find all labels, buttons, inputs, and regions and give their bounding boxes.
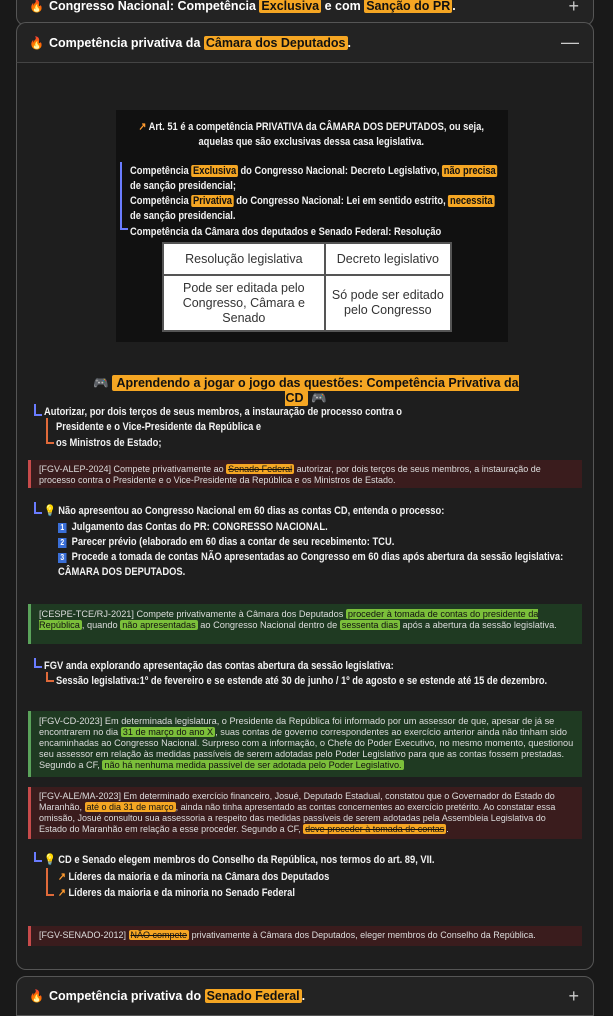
fgv-line: Sessão legislativa:1º de fevereiro e se estende até 30 de junho / 1º de agosto e se estende até 15 de dezembro. xyxy=(56,675,548,687)
tree-connector xyxy=(46,418,54,444)
lightbulb-icon: 💡 xyxy=(44,505,56,517)
section-title: Competência privativa da Câmara dos Deputados . xyxy=(48,35,351,50)
arrow-icon: ↗ xyxy=(58,887,66,899)
auth-line: Autorizar, por dois terços de seus membros, a instauração de processo contra o xyxy=(44,406,403,418)
fire-icon: 🔥 xyxy=(29,0,44,13)
section-senado-federal[interactable] xyxy=(16,976,594,1016)
art-51-text: ↗ Art. 51 é a competência PRIVATIVA da CÂMARA DOS DEPUTADOS, ou seja, aquelas que são exclusivas dessa casa legislativa. xyxy=(138,121,484,148)
tree-connector xyxy=(120,162,128,230)
question-card: [CESPE-TCE/RJ-2021] Compete privativamente à Câmara dos Deputados proceder à tomada de contas do presidente da República , quando não apresentadas ao Congresso Nacional dentro de sessenta dias após a abertura da sessão legislativa. xyxy=(28,604,582,644)
summary-line-resolucao: Competência da Câmara dos deputados e Senado Federal: Resolução xyxy=(130,226,442,238)
collapse-icon[interactable]: — xyxy=(561,32,579,52)
fgv-line: FGV anda explorando apresentação das contas abertura da sessão legislativa: xyxy=(44,660,394,672)
tree-connector xyxy=(34,658,42,668)
lightbulb-icon: 💡 xyxy=(44,854,56,866)
section-title: Congresso Nacional: Competência Exclusiva e com Sanção do PR . xyxy=(48,0,456,13)
fire-icon: 🔥 xyxy=(29,989,44,1003)
tree-connector xyxy=(34,404,42,416)
table-header: Decreto legislativo xyxy=(325,243,451,275)
section-camara-deputados[interactable] xyxy=(16,22,594,62)
tree-connector xyxy=(46,672,54,682)
contas-head: 💡 Não apresentou ao Congresso Nacional em 60 dias as contas CD, entenda o processo: xyxy=(44,505,445,517)
tree-connector xyxy=(34,502,42,514)
gamepad-icon: 🎮 xyxy=(310,391,327,405)
section-title: Competência privativa do Senado Federal . xyxy=(48,989,306,1003)
question-card: [FGV-ALE/MA-2023] Em determinado exercício financeiro, Josué, Deputado Estadual, constatou que o Governador do Estado do Maranhão, até o dia 31 de março , ainda não tinha apresentado as contas concernentes ao exercício pretérito. Ao constatar essa omissão, Josué consultou sua assessoria a respeito das medidas passíveis de serem adotadas pela Assembleia Legislativa do Estado do Maranhão em relação a esse proceder. Segundo a CF, deve proceder à tomada de contas . xyxy=(28,787,582,839)
arrow-icon: ↗ xyxy=(58,871,66,883)
game-title: 🎮 Aprendendo a jogar o jogo das questões: Competência Privativa da CD 🎮 xyxy=(93,376,519,405)
question-card: [FGV-ALEP-2024] Compete privativamente ao Senado Federal autorizar, por dois terços de seus membros, a instauração de processo contra o Presidente e o Vice-Presidente da República e os Ministros de Estado. xyxy=(28,460,582,488)
expand-icon[interactable]: + xyxy=(568,0,579,16)
conselho-head: 💡 CD e Senado elegem membros do Conselho da República, nos termos do art. 89, VII. xyxy=(44,854,435,866)
summary-line-exclusiva: Competência Exclusiva do Congresso Nacional: Decreto Legislativo, não precisa de sanção presidencial; xyxy=(130,165,496,192)
conselho-item: ↗ Líderes da maioria e da minoria no Senado Federal xyxy=(58,887,295,899)
table-cell: Só pode ser editado pelo Congresso xyxy=(325,275,451,331)
tree-connector xyxy=(34,852,42,862)
comparison-table xyxy=(162,242,452,332)
table-cell: Pode ser editada pelo Congresso, Câmara e Senado xyxy=(163,275,325,331)
summary-line-privativa: Competência Privativa do Congresso Nacional: Lei em sentido estrito, necessita de sanção presidencial. xyxy=(130,195,493,222)
contas-item: 2 Parecer prévio (elaborado em 60 dias a contar de seu recebimento: TCU. xyxy=(58,535,500,550)
fire-icon: 🔥 xyxy=(29,35,44,50)
table-header: Resolução legislativa xyxy=(163,243,325,275)
contas-item: 3 Procede a tomada de contas NÃO apresentadas ao Congresso em 60 dias após abertura da sessão legislativa: CÂMARA DOS DEPUTADOS. xyxy=(58,551,564,578)
gamepad-icon: 🎮 xyxy=(93,376,109,390)
expand-icon[interactable]: + xyxy=(568,985,579,1006)
conselho-item: ↗ Líderes da maioria e da minoria na Câmara dos Deputados xyxy=(58,871,330,883)
question-card: [FGV-CD-2023] Em determinada legislatura, o Presidente da República foi informado por um assessor de que, apesar de já se encontrarem no dia 31 de março do ano X , suas contas de governo correspondentes ao exercício anterior ainda não tinham sido encaminhadas ao Congresso Nacional. Surpreso com a informação, o Chefe do Poder Executivo, no mesmo momento, questionou seu assessor em relação às medidas passíveis de serem adotadas pelo Poder Legislativo para que as contas fossem prestadas. Segundo a CF, não há nenhuma medida passível de ser adotada pelo Poder Legislativo. xyxy=(28,711,582,777)
auth-line: Presidente e o Vice-Presidente da República e xyxy=(56,421,262,433)
question-card: [FGV-SENADO-2012] NÃO compete privativamente à Câmara dos Deputados, eleger membros do Conselho da República. xyxy=(28,926,582,946)
tree-connector xyxy=(46,868,54,896)
auth-line: os Ministros de Estado; xyxy=(56,437,162,449)
contas-item: 1 Julgamento das Contas do PR: CONGRESSO NACIONAL. xyxy=(58,520,500,535)
